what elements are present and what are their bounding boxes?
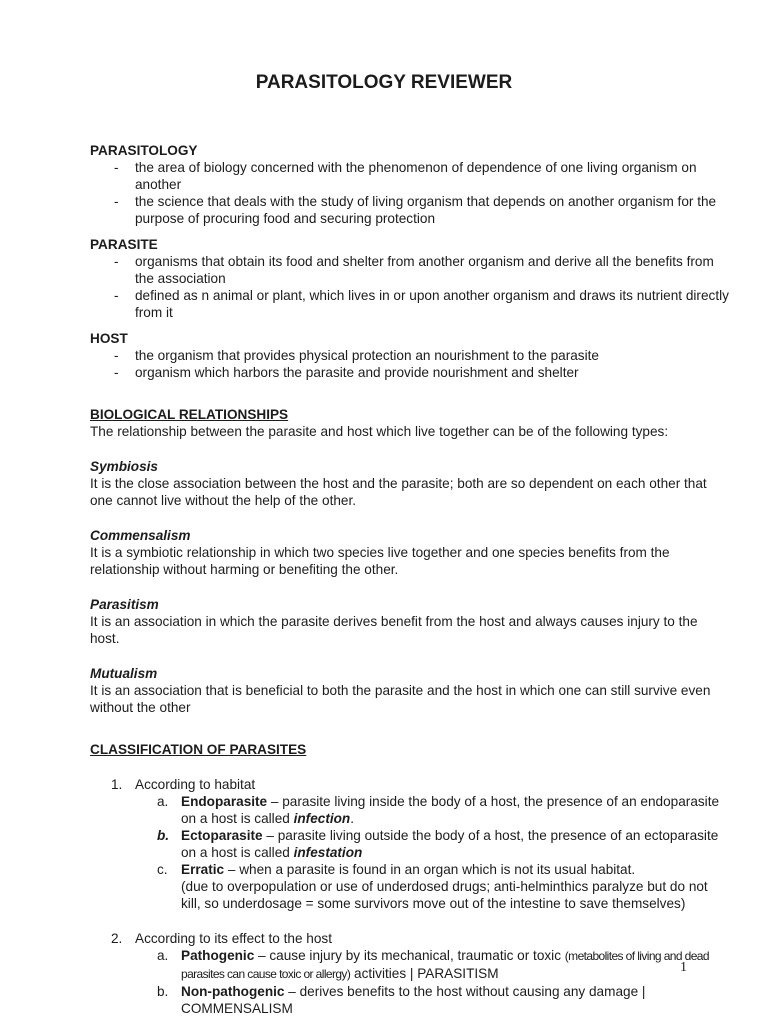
host-definitions	[90, 347, 730, 381]
page-number: 1	[680, 960, 687, 975]
definition-symbiosis: It is the close association between the host and the parasite; both are so dependent on each other that one cannot live without the help of the other.	[90, 476, 707, 508]
numbered-item-habitat: 1. According to habitat	[111, 777, 256, 792]
section-heading-classification: CLASSIFICATION OF PARASITES	[90, 742, 307, 757]
list-item: - the area of biology concerned with the phenomenon of dependence of one living organism on another	[114, 160, 697, 192]
list-item: - defined as n animal or plant, which lives in or upon another organism and draws its nutrient directly from it	[114, 288, 729, 320]
term-mutualism: Mutualism	[90, 666, 158, 681]
lettered-item-erratic: c. Erratic – when a parasite is found in an organ which is not its usual habitat. (due to overpopulation or use of underdosed drugs; anti-helminthics paralyze but do not kill, so underdosage = some survivors move out of the intestine to save themselves)	[157, 862, 708, 911]
numbered-item-effect: 2. According to its effect to the host	[111, 931, 332, 946]
section-heading-parasite: PARASITE	[90, 237, 158, 252]
definition-commensalism: It is a symbiotic relationship in which two species live together and one species benefits from the relationship without harming or benefiting the other.	[90, 545, 670, 577]
list-item: - the science that deals with the study of living organism that depends on another organism for the purpose of procuring food and securing protection	[114, 194, 717, 226]
definition-mutualism: It is an association that is beneficial to both the parasite and the host in which one can still survive even without the other	[90, 683, 711, 715]
term-parasitism: Parasitism	[90, 597, 159, 612]
list-item: - organism which harbors the parasite and provide nourishment and shelter	[114, 365, 579, 380]
lettered-item-pathogenic: a. Pathogenic – cause injury by its mechanical, traumatic or toxic (metabolites of living and dead parasites can cause toxic or allergy) activities | PARASITISM	[157, 948, 709, 981]
parasitology-definitions	[90, 159, 730, 227]
lettered-item-non-pathogenic: b. Non-pathogenic – derives benefits to the host without causing any damage | COMMENSALISM	[157, 984, 646, 1016]
lettered-item-ectoparasite: b. Ectoparasite – parasite living outside the body of a host, the presence of an ectoparasite on a host is called infestation	[157, 828, 719, 860]
section-heading-host: HOST	[90, 331, 128, 346]
parasite-definitions	[90, 253, 730, 321]
section-heading-parasitology: PARASITOLOGY	[90, 143, 198, 158]
erratic-note: (due to overpopulation or use of underdosed drugs; anti-helminthics paralyze but do not kill, so underdosage = some survivors move out of the intestine to save themselves)	[181, 879, 708, 911]
definition-parasitism: It is an association in which the parasite derives benefit from the host and always causes injury to the host.	[90, 614, 698, 646]
list-item: - organisms that obtain its food and shelter from another organism and derive all the benefits from the association	[114, 254, 714, 286]
section-heading-biological-relationships: BIOLOGICAL RELATIONSHIPS	[90, 407, 289, 422]
biological-relationships-intro: The relationship between the parasite and host which live together can be of the following types:	[90, 424, 669, 439]
term-commensalism: Commensalism	[90, 528, 191, 543]
term-symbiosis: Symbiosis	[90, 459, 158, 474]
lettered-item-endoparasite: a. Endoparasite – parasite living inside the body of a host, the presence of an endoparasite on a host is called infection.	[157, 794, 720, 826]
list-item: - the organism that provides physical protection an nourishment to the parasite	[114, 348, 599, 363]
document-body	[90, 142, 730, 1017]
document-title: PARASITOLOGY REVIEWER	[255, 72, 513, 93]
